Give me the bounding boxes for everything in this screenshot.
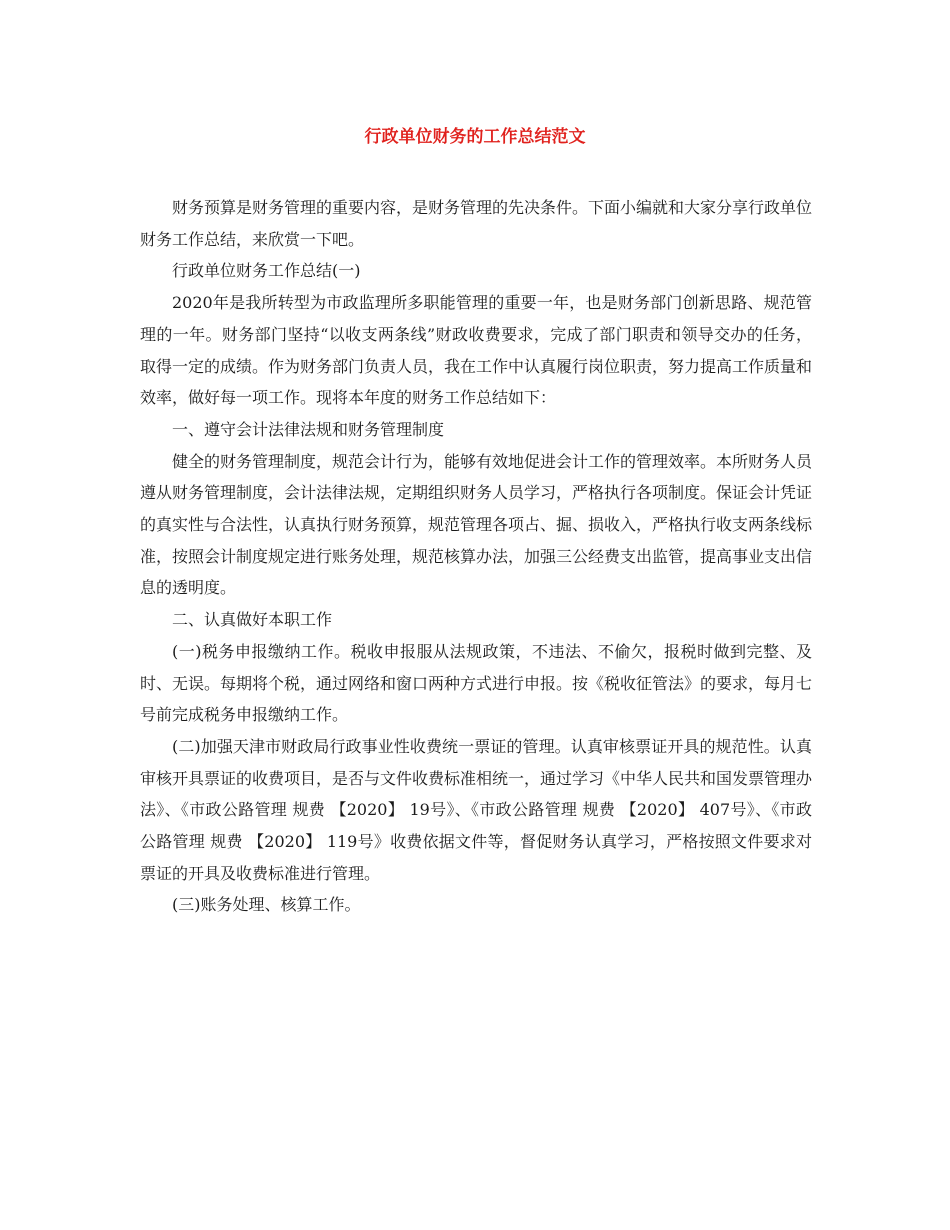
section-heading-duties: 二、认真做好本职工作 (172, 610, 333, 630)
paragraph-accounting: (三)账务处理、核算工作。 (172, 895, 361, 915)
paragraph-regulations: 健全的财务管理制度，规范会计行为，能够有效地促进会计工作的管理效率。本所财务人员遵从财务管理制度，会计法律法规，定期组织财务人员学习，严格执行各项制度。保证会计凭证的真实性与合法性，认真执行财务预算，规范管理各项占、掘、损收入，严格执行收支两条线标准，按照会计制度规定进行账务处理，规范核算办法，加强三公经费支出监管，提高事业支出信息的透明度。 (140, 451, 813, 598)
paragraph-intro: 财务预算是财务管理的重要内容，是财务管理的先决条件。下面小编就和大家分享行政单位财务工作总结，来欣赏一下吧。 (140, 198, 813, 249)
document-body (140, 192, 812, 921)
paragraph-receipt-management: (二)加强天津市财政局行政事业性收费统一票证的管理。认真审核票证开具的规范性。认真审核开具票证的收费项目，是否与文件收费标准相统一，通过学习《中华人民共和国发票管理办法》、《市政公路管理 规费 【2020】 19号》、《市政公路管理 规费 【2020】 407号》、《市政公路管理 规费 【2020】 119号》收费依据文件等，督促财务认真学习，严格按照文件要求对票证的开具及收费标准进行管理。 (140, 736, 813, 883)
section-heading-summary-one: 行政单位财务工作总结(一) (172, 261, 361, 281)
paragraph-tax-filing: (一)税务申报缴纳工作。税收申报服从法规政策，不违法、不偷欠，报税时做到完整、及时、无误。每期将个税，通过网络和窗口两种方式进行申报。按《税收征管法》的要求，每月七号前完成税务申报缴纳工作。 (140, 641, 813, 725)
paragraph-overview: 2020年是我所转型为市政监理所多职能管理的重要一年，也是财务部门创新思路、规范管理的一年。财务部门坚持“以收支两条线”财政收费要求，完成了部门职责和领导交办的任务，取得一定的成绩。作为财务部门负责人员，我在工作中认真履行岗位职责，努力提高工作质量和效率，做好每一项工作。现将本年度的财务工作总结如下： (140, 293, 813, 408)
document-title: 行政单位财务的工作总结范文 (364, 127, 586, 147)
section-heading-regulations: 一、遵守会计法律法规和财务管理制度 (172, 419, 445, 439)
